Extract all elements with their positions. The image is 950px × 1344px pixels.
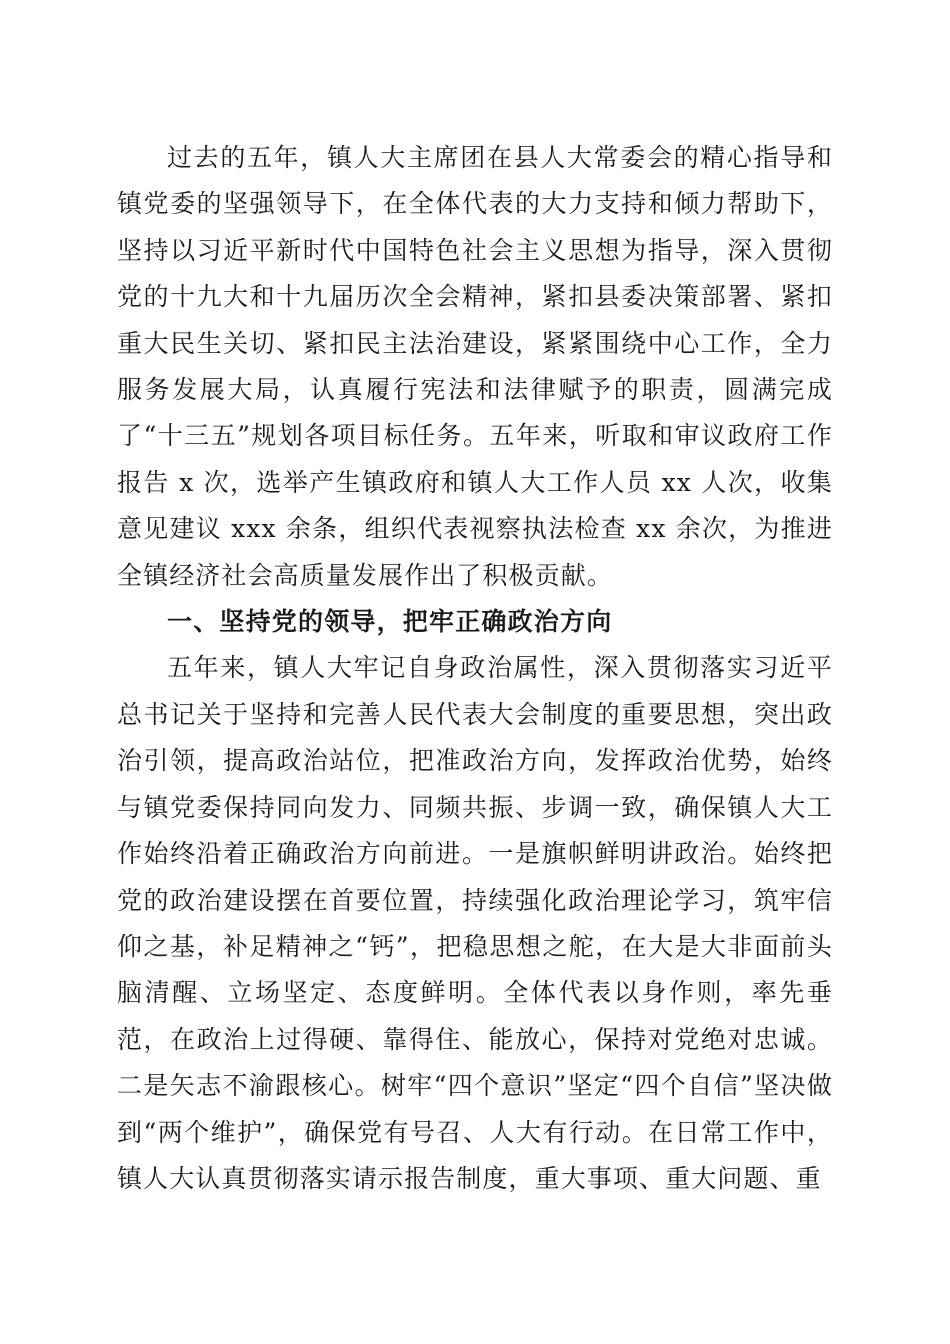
- document-body: [117, 135, 833, 1202]
- intro-paragraph: 过去的五年，镇人大主席团在县人大常委会的精心指导和镇党委的坚强领导下，在全体代表的大力支持和倾力帮助下，坚持以习近平新时代中国特色社会主义思想为指导，深入贯彻党的十九大和十九届历次全会精神，紧扣县委决策部署、紧扣重大民生关切、紧扣民主法治建设，紧紧围绕中心工作，全力服务发展大局，认真履行宪法和法律赋予的职责，圆满完成了“十三五”规划各项目标任务。五年来，听取和审议政府工作报告 x 次，选举产生镇政府和镇人大工作人员 xx 人次，收集意见建议 xxx 余条，组织代表视察执法检查 xx 余次，为推进全镇经济社会高质量发展作出了积极贡献。: [117, 143, 833, 590]
- section-heading: 一、坚持党的领导，把牢正确政治方向: [167, 607, 613, 637]
- section-paragraph: 五年来，镇人大牢记自身政治属性，深入贯彻落实习近平总书记关于坚持和完善人民代表大会制度的重要思想，突出政治引领，提高政治站位，把准政治方向，发挥政治优势，始终与镇党委保持同向发力、同频共振、步调一致，确保镇人大工作始终沿着正确政治方向前进。一是旗帜鲜明讲政治。始终把党的政治建设摆在首要位置，持续强化政治理论学习，筑牢信仰之基，补足精神之“钙”，把稳思想之舵，在大是大非面前头脑清醒、立场坚定、态度鲜明。全体代表以身作则，率先垂范，在政治上过得硬、靠得住、能放心，保持对党绝对忠诚。二是矢志不渝跟核心。树牢“四个意识”坚定“四个自信”坚决做到“两个维护”，确保党有号召、人大有行动。在日常工作中，镇人大认真贯彻落实请示报告制度，重大事项、重大问题、重: [117, 653, 833, 1193]
